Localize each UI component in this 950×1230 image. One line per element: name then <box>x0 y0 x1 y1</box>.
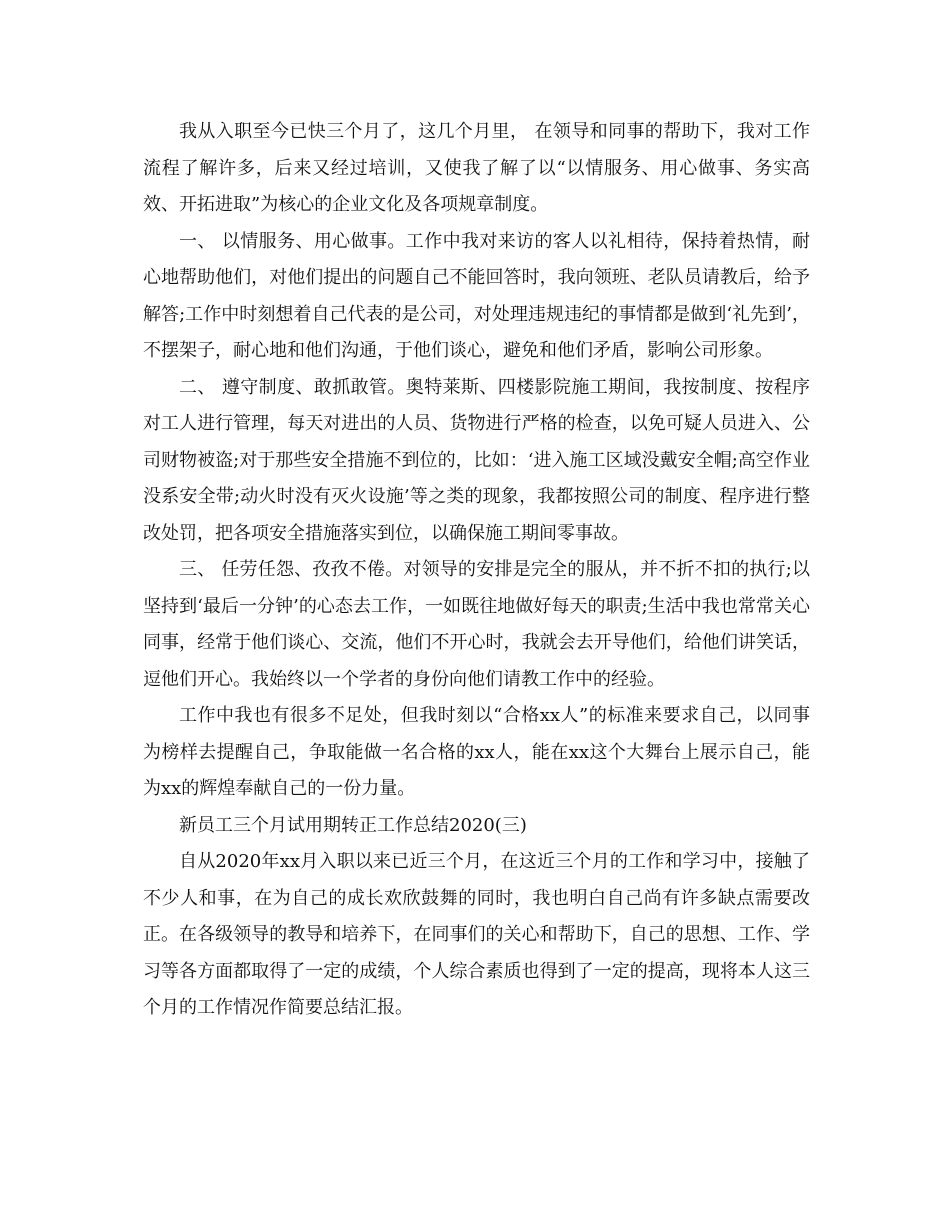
paragraph-point-three: 三、 任劳任怨、孜孜不倦。对领导的安排是完全的服从，并不折不扣的执行;以坚持到‘最后一分钟’的心态去工作，一如既往地做好每天的职责;生活中我也常常关心同事，经常于他们谈心、交流，他们不开心时，我就会去开导他们，给他们讲笑话，逗他们开心。我始终以一个学者的身份向他们请教工作中的经验。 <box>143 559 810 690</box>
document-body <box>143 114 810 1027</box>
section-title: 新员工三个月试用期转正工作总结2020(三) <box>179 814 527 836</box>
paragraph-point-one: 一、 以情服务、用心做事。工作中我对来访的客人以礼相待，保持着热情，耐心地帮助他们，对他们提出的问题自己不能回答时，我向领班、老队员请教后，给予解答;工作中时刻想着自己代表的是公司，对处理违规违纪的事情都是做到‘礼先到’，不摆架子，耐心地和他们沟通，于他们谈心，避免和他们矛盾，影响公司形象。 <box>143 230 810 361</box>
paragraph-intro: 我从入职至今已快三个月了，这几个月里， 在领导和同事的帮助下，我对工作流程了解许多，后来又经过培训，又使我了解了以“以情服务、用心做事、务实高效、开拓进取”为核心的企业文化及各项规章制度。 <box>143 121 810 215</box>
paragraph-section-intro: 自从2020年xx月入职以来已近三个月，在这近三个月的工作和学习中，接触了不少人和事，在为自己的成长欢欣鼓舞的同时，我也明白自己尚有许多缺点需要改正。在各级领导的教导和培养下，在同事们的关心和帮助下，自己的思想、工作、学习等各方面都取得了一定的成绩，个人综合素质也得到了一定的提高，现将本人这三个月的工作情况作简要总结汇报。 <box>143 851 810 1018</box>
paragraph-point-two: 二、 遵守制度、敢抓敢管。奥特莱斯、四楼影院施工期间，我按制度、按程序对工人进行管理，每天对进出的人员、货物进行严格的检查，以免可疑人员进入、公司财物被盗;对于那些安全措施不到位的，比如：‘进入施工区域没戴安全帽;高空作业没系安全带;动火时没有灭火设施’等之类的现象，我都按照公司的制度、程序进行整改处罚，把各项安全措施落实到位，以确保施工期间零事故。 <box>143 376 810 544</box>
paragraph-shortcomings: 工作中我也有很多不足处，但我时刻以“合格xx人”的标准来要求自己，以同事为榜样去提醒自己，争取能做一名合格的xx人，能在xx这个大舞台上展示自己，能为xx的辉煌奉献自己的一份力量。 <box>143 705 810 799</box>
